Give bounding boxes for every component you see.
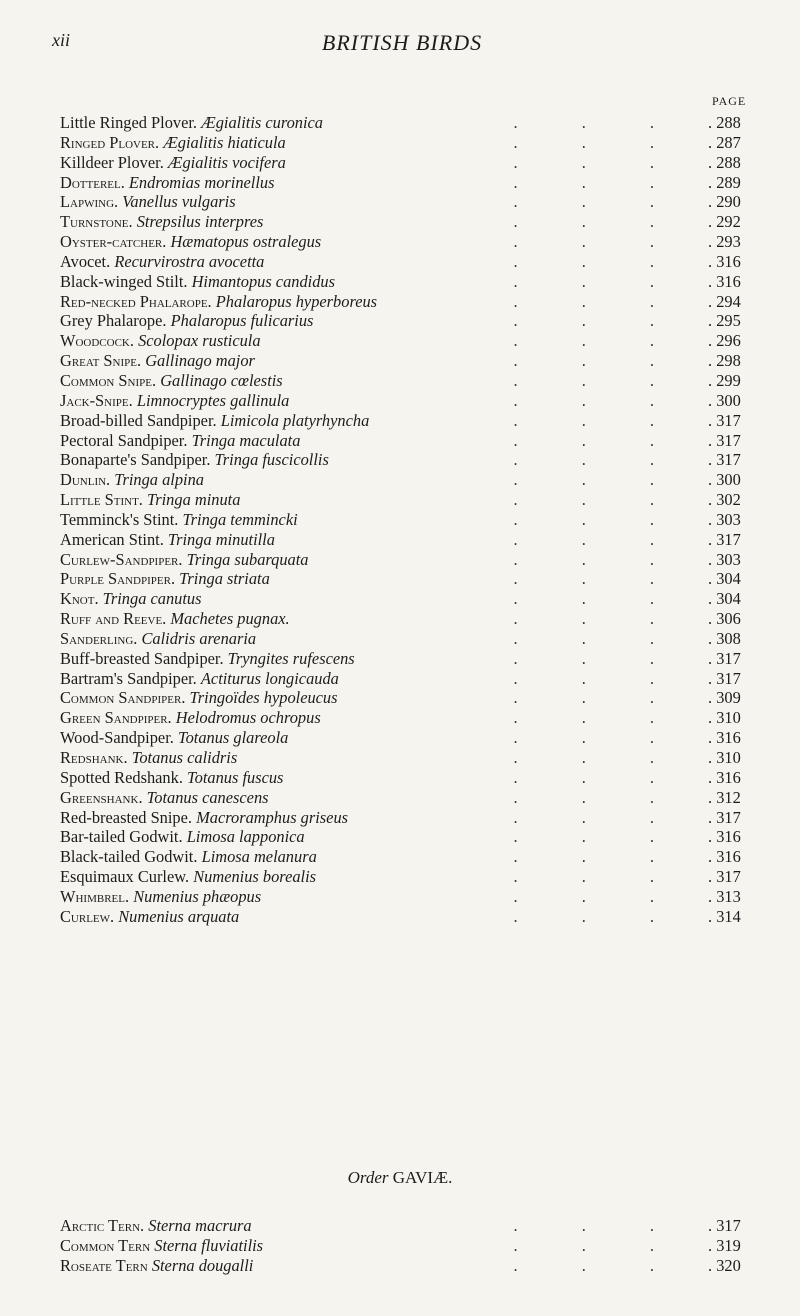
scientific-name: Helodromus ochropus (175, 708, 321, 728)
scientific-name: Recurvirostra avocetta (114, 251, 265, 271)
page-column-label: PAGE (712, 94, 747, 108)
species-name (60, 550, 309, 570)
species-name (60, 768, 283, 788)
list-item (60, 530, 754, 550)
common-name: Great Snipe. (60, 351, 142, 371)
scientific-name: Limicola platyrhyncha (220, 410, 370, 430)
species-name (60, 530, 275, 550)
species-name (60, 192, 236, 212)
scientific-name: Totanus canescens (146, 787, 269, 807)
list-item (60, 232, 754, 252)
dot-leader: . . . (513, 232, 684, 252)
page-number: . 310 (708, 708, 754, 728)
list-item (60, 292, 754, 312)
page-number: . 317 (708, 530, 754, 550)
page-number: . 306 (708, 609, 754, 629)
page-number: . 316 (708, 847, 754, 867)
dot-leader: . . . (513, 688, 684, 708)
scientific-name: Tringa alpina (114, 470, 204, 490)
dot-leader: . . . (513, 827, 684, 847)
page-number: . 296 (708, 331, 754, 351)
dot-leader: . . . (513, 311, 684, 331)
dot-leader: . . . (513, 430, 684, 450)
common-name: Lapwing. (60, 192, 119, 212)
gaviae-index-list (60, 1216, 754, 1276)
common-name: Little Ringed Plover. (60, 113, 198, 132)
page-number: . 316 (708, 272, 754, 292)
dot-leader: . . . (513, 609, 684, 629)
scientific-name: Endromias morinellus (128, 172, 275, 192)
list-item (60, 609, 754, 629)
common-name: Arctic Tern. (60, 1216, 145, 1235)
dot-leader: . . . (513, 569, 684, 589)
list-item (60, 450, 754, 470)
page-number: . 287 (708, 133, 754, 153)
list-item (60, 351, 754, 371)
dot-leader: . . . (513, 1216, 684, 1235)
species-index-list (60, 113, 754, 927)
scientific-name: Totanus calidris (131, 748, 238, 767)
list-item (60, 768, 754, 788)
common-name: Buff-breasted Sandpiper. (60, 648, 224, 668)
dot-leader: . . . (513, 331, 684, 351)
scientific-name: Macroramphus griseus (196, 807, 349, 827)
scientific-name: Sterna fluviatilis (154, 1235, 264, 1255)
dot-leader: . . . (513, 807, 684, 827)
dot-leader: . . . (513, 748, 684, 767)
scientific-name: Tringa maculata (191, 430, 301, 450)
species-name (60, 490, 240, 510)
common-name: Temminck's Stint. (60, 509, 179, 529)
common-name: Bonaparte's Sandpiper. (60, 450, 211, 470)
common-name: Sanderling. (60, 628, 138, 648)
dot-leader: . . . (513, 509, 684, 529)
page-number: . 319 (708, 1236, 754, 1256)
list-item (60, 569, 754, 589)
scientific-name: Tringa temmincki (182, 509, 298, 529)
page-number: . 314 (708, 907, 754, 927)
common-name: Red-necked Phalarope. (60, 291, 212, 311)
list-item (60, 847, 754, 867)
common-name: Knot. (60, 589, 99, 609)
scientific-name: Sterna macrura (148, 1216, 252, 1235)
scientific-name: Phalaropus fulicarius (170, 311, 314, 331)
scientific-name: Tringa canutus (102, 589, 202, 609)
page-number: . 303 (708, 550, 754, 570)
species-name (60, 1236, 263, 1256)
species-name (60, 431, 300, 451)
page-number: . 300 (708, 391, 754, 411)
species-name (60, 351, 255, 371)
dot-leader: . . . (513, 351, 684, 371)
page-number: . 303 (708, 510, 754, 530)
dot-leader: . . . (513, 132, 684, 152)
list-item (60, 192, 754, 212)
page-number: . 299 (708, 371, 754, 391)
running-title: BRITISH BIRDS (321, 30, 483, 55)
species-name (60, 569, 270, 589)
common-name: Red-breasted Snipe. (60, 807, 192, 827)
list-item (60, 272, 754, 292)
scientific-name: Ægialitis hiaticula (163, 132, 286, 152)
scientific-name: Tringa subarquata (186, 549, 309, 569)
scientific-name: Hæmatopus ostralegus (170, 232, 322, 252)
page-number: . 317 (708, 431, 754, 451)
page-header (52, 30, 752, 60)
common-name: Spotted Redshank. (60, 767, 183, 787)
list-item (60, 311, 754, 331)
list-item (60, 431, 754, 451)
page-number: . 316 (708, 252, 754, 272)
common-name: Bartram's Sandpiper. (60, 668, 197, 688)
scientific-name: Himantopus candidus (191, 271, 335, 291)
list-item (60, 490, 754, 510)
dot-leader: . . . (513, 628, 684, 648)
page-number: . 320 (708, 1256, 754, 1276)
page-number: . 288 (708, 113, 754, 133)
list-item (60, 867, 754, 887)
species-name (60, 1256, 253, 1276)
scientific-name: Machetes pugnax. (170, 609, 290, 629)
scientific-name: Gallinago cœlestis (160, 370, 283, 390)
dot-leader: . . . (513, 906, 684, 926)
common-name: Wood-Sandpiper. (60, 728, 174, 748)
dot-leader: . . . (513, 589, 684, 609)
page-number: . 289 (708, 173, 754, 193)
dot-leader: . . . (513, 410, 684, 430)
order-prefix: Order (347, 1168, 389, 1187)
common-name: Killdeer Plover. (60, 152, 164, 172)
dot-leader: . . . (513, 668, 684, 688)
list-item (60, 907, 754, 927)
page-number: . 308 (708, 629, 754, 649)
species-name (60, 788, 269, 808)
dot-leader: . . . (513, 867, 684, 887)
dot-leader: . . . (513, 212, 684, 232)
species-name (60, 907, 239, 927)
page-number: . 317 (708, 867, 754, 887)
common-name: Bar-tailed Godwit. (60, 827, 183, 847)
species-name (60, 808, 348, 828)
scientific-name: Ægialitis vocifera (167, 152, 286, 172)
species-name (60, 887, 261, 907)
list-item (60, 173, 754, 193)
dot-leader: . . . (513, 450, 684, 470)
list-item (60, 153, 754, 173)
common-name: Redshank. (60, 748, 128, 767)
page-number: . 302 (708, 490, 754, 510)
common-name: Ruff and Reeve. (60, 609, 167, 629)
species-name (60, 272, 335, 292)
scientific-name: Vanellus vulgaris (122, 192, 236, 212)
page-number: . 293 (708, 232, 754, 252)
species-name (60, 173, 274, 193)
page-number: . 304 (708, 569, 754, 589)
list-item (60, 1236, 754, 1256)
scientific-name: Limosa melanura (201, 847, 317, 867)
order-heading (0, 1168, 800, 1188)
list-item (60, 371, 754, 391)
list-item (60, 708, 754, 728)
common-name: Black-tailed Godwit. (60, 847, 198, 867)
species-name (60, 331, 261, 351)
page-number: . 309 (708, 688, 754, 708)
list-item (60, 688, 754, 708)
scientific-name: Actiturus longicauda (200, 668, 339, 688)
list-item (60, 788, 754, 808)
species-name (60, 649, 355, 669)
dot-leader: . . . (513, 390, 684, 410)
dot-leader: . . . (513, 172, 684, 192)
scientific-name: Ægialitis curonica (201, 113, 324, 132)
list-item (60, 113, 754, 133)
scientific-name: Limnocryptes gallinula (136, 390, 290, 410)
common-name: Roseate Tern (60, 1255, 148, 1275)
scientific-name: Scolopax rusticula (138, 331, 261, 351)
dot-leader: . . . (513, 291, 684, 311)
common-name: Broad-billed Sandpiper. (60, 410, 217, 430)
list-item (60, 1216, 754, 1236)
species-name (60, 589, 201, 609)
common-name: Greenshank. (60, 787, 143, 807)
list-item (60, 510, 754, 530)
page-number: . 316 (708, 827, 754, 847)
species-name (60, 510, 298, 530)
dot-leader: . . . (513, 886, 684, 906)
list-item (60, 649, 754, 669)
species-name (60, 629, 256, 649)
dot-leader: . . . (513, 192, 684, 212)
species-name (60, 371, 283, 391)
page-number: . 317 (708, 808, 754, 828)
page-number: . 317 (708, 411, 754, 431)
dot-leader: . . . (513, 470, 684, 490)
list-item (60, 550, 754, 570)
common-name: Curlew-Sandpiper. (60, 549, 183, 569)
page-number: . 316 (708, 768, 754, 788)
common-name: Little Stint. (60, 490, 143, 510)
common-name: Oyster-catcher. (60, 232, 167, 252)
page-number: . 313 (708, 887, 754, 907)
common-name: Common Tern (60, 1235, 151, 1255)
page-number: . 300 (708, 470, 754, 490)
list-item (60, 1256, 754, 1276)
common-name: Grey Phalarope. (60, 311, 167, 331)
scientific-name: Totanus fuscus (187, 767, 284, 787)
dot-leader: . . . (513, 708, 684, 728)
dot-leader: . . . (513, 787, 684, 807)
common-name: Purple Sandpiper. (60, 569, 176, 589)
scientific-name: Tringoïdes hypoleucus (189, 688, 338, 708)
dot-leader: . . . (513, 113, 684, 132)
scientific-name: Calidris arenaria (141, 628, 257, 648)
species-name (60, 748, 237, 768)
scientific-name: Limosa lapponica (186, 827, 305, 847)
list-item (60, 331, 754, 351)
common-name: Esquimaux Curlew. (60, 867, 190, 887)
species-name (60, 867, 316, 887)
scientific-name: Gallinago major (145, 351, 255, 371)
common-name: Pectoral Sandpiper. (60, 430, 188, 450)
page-number: . 295 (708, 311, 754, 331)
common-name: Whimbrel. (60, 886, 130, 906)
species-name (60, 688, 338, 708)
page-number: . 312 (708, 788, 754, 808)
dot-leader: . . . (513, 648, 684, 668)
order-name: GAVIÆ. (392, 1168, 453, 1187)
species-name (60, 311, 313, 331)
page-number: . 316 (708, 728, 754, 748)
common-name: Black-winged Stilt. (60, 271, 188, 291)
common-name: Green Sandpiper. (60, 708, 172, 728)
list-item (60, 212, 754, 232)
page-number: . 292 (708, 212, 754, 232)
page-number: . 310 (708, 748, 754, 768)
species-name (60, 391, 289, 411)
common-name: Jack-Snipe. (60, 390, 133, 410)
species-name (60, 609, 290, 629)
list-item (60, 411, 754, 431)
scientific-name: Tringa fuscicollis (214, 450, 329, 470)
list-item (60, 808, 754, 828)
species-name (60, 470, 204, 490)
common-name: Avocet. (60, 251, 111, 271)
common-name: Common Snipe. (60, 370, 157, 390)
species-name (60, 708, 321, 728)
dot-leader: . . . (513, 490, 684, 510)
dot-leader: . . . (513, 847, 684, 867)
list-item (60, 391, 754, 411)
list-item (60, 252, 754, 272)
species-name (60, 827, 305, 847)
page-number: . 317 (708, 649, 754, 669)
dot-leader: . . . (513, 370, 684, 390)
page-number: . 304 (708, 589, 754, 609)
common-name: Dotterel. (60, 172, 125, 192)
page-number: . 294 (708, 292, 754, 312)
dot-leader: . . . (513, 251, 684, 271)
page-number: . 298 (708, 351, 754, 371)
dot-leader: . . . (513, 1235, 684, 1255)
list-item (60, 827, 754, 847)
list-item (60, 589, 754, 609)
common-name: Ringed Plover. (60, 132, 160, 152)
scientific-name: Tringa minuta (147, 490, 241, 510)
species-name (60, 212, 263, 232)
scientific-name: Tringa minutilla (167, 529, 275, 549)
common-name: Common Sandpiper. (60, 688, 186, 708)
scientific-name: Numenius phæopus (133, 886, 262, 906)
scientific-name: Tryngites rufescens (227, 648, 355, 668)
species-name (60, 292, 377, 312)
scientific-name: Sterna dougalli (151, 1255, 254, 1275)
common-name: Curlew. (60, 906, 115, 926)
folio: xii (52, 30, 70, 50)
species-name (60, 232, 321, 252)
common-name: Woodcock. (60, 331, 134, 351)
page-number: . 317 (708, 669, 754, 689)
scientific-name: Numenius borealis (193, 867, 317, 887)
list-item (60, 748, 754, 768)
page-number: . 288 (708, 153, 754, 173)
dot-leader: . . . (513, 529, 684, 549)
page-number: . 290 (708, 192, 754, 212)
scientific-name: Totanus glareola (177, 728, 289, 748)
dot-leader: . . . (513, 271, 684, 291)
species-name (60, 847, 317, 867)
species-name (60, 252, 264, 272)
common-name: American Stint. (60, 529, 164, 549)
dot-leader: . . . (513, 1255, 684, 1275)
dot-leader: . . . (513, 549, 684, 569)
common-name: Dunlin. (60, 470, 111, 490)
list-item (60, 470, 754, 490)
scientific-name: Tringa striata (179, 569, 270, 589)
species-name (60, 113, 323, 133)
species-name (60, 450, 329, 470)
scientific-name: Phalaropus hyperboreus (215, 291, 378, 311)
page-number: . 317 (708, 1216, 754, 1236)
species-name (60, 411, 369, 431)
list-item (60, 669, 754, 689)
list-item (60, 133, 754, 153)
species-name (60, 1216, 252, 1236)
common-name: Turnstone. (60, 212, 133, 232)
list-item (60, 629, 754, 649)
scientific-name: Strepsilus interpres (136, 212, 264, 232)
dot-leader: . . . (513, 152, 684, 172)
scientific-name: Numenius arquata (118, 906, 240, 926)
page-number: . 317 (708, 450, 754, 470)
list-item (60, 887, 754, 907)
species-name (60, 153, 286, 173)
list-item (60, 728, 754, 748)
dot-leader: . . . (513, 767, 684, 787)
dot-leader: . . . (513, 728, 684, 748)
species-name (60, 728, 288, 748)
species-name (60, 669, 339, 689)
species-name (60, 133, 286, 153)
